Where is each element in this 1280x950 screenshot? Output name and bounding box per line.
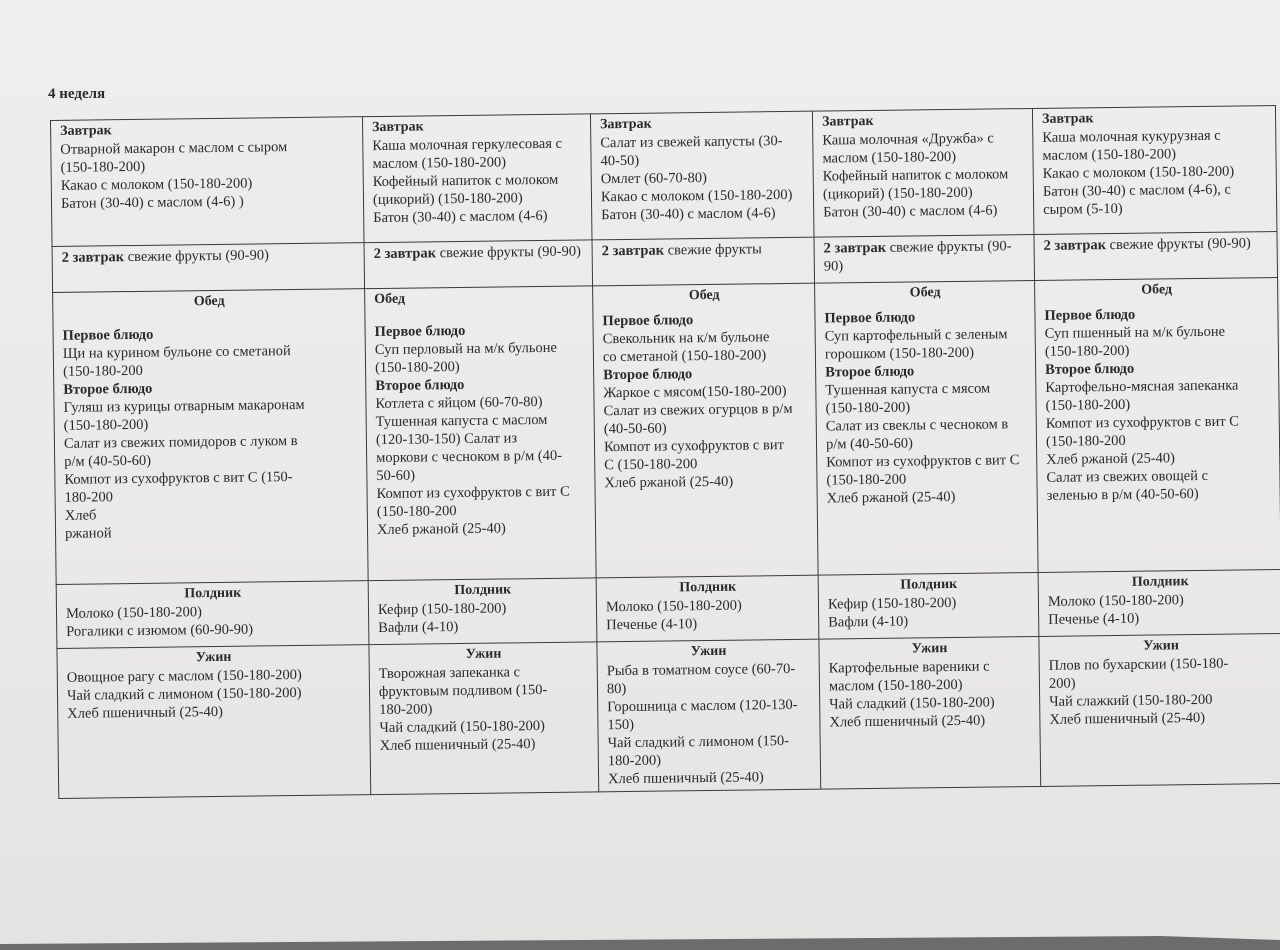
menu-line: Рыба в томатном соусе (60-70- <box>606 660 796 680</box>
menu-line: Молоко (150-180-200) <box>1047 592 1184 610</box>
first-course-label: Первое блюдо <box>1044 306 1136 324</box>
menu-line: зеленью в р/м (40-50-60) <box>1046 485 1199 504</box>
menu-line: Чай слажкий (150-180-200 <box>1049 691 1213 710</box>
breakfast-list <box>372 134 583 227</box>
menu-line: Суп пшенный на м/к бульоне <box>1044 323 1226 342</box>
dinner-heading: Ужин <box>1143 638 1179 654</box>
second-breakfast-item: свежие фрукты (90-90) <box>823 238 1012 275</box>
dinner-list <box>379 662 590 755</box>
breakfast-list <box>600 132 805 224</box>
menu-line: Компот из сухофруктов с вит <box>603 437 784 456</box>
menu-line: Компот из сухофруктов с вит С <box>1045 413 1240 432</box>
breakfast-list <box>822 129 1025 221</box>
menu-line: 80) <box>606 681 627 698</box>
menu-line: Творожная запеканка с <box>378 664 521 683</box>
menu-line: Картофельные вареники с <box>828 658 990 677</box>
menu-line: Омлет (60-70-80) <box>600 169 707 188</box>
menu-table <box>50 105 1280 799</box>
menu-line: (150-180-200) <box>825 399 911 417</box>
breakfast-cell <box>812 108 1034 237</box>
second-course-label: Второе блюдо <box>375 376 465 395</box>
menu-line: (150-180-200 <box>826 471 907 489</box>
lunch-heading: Обед <box>193 293 225 310</box>
menu-line: маслом (150-180-200) <box>828 676 963 695</box>
lunch-heading: Обед <box>688 287 720 304</box>
menu-line: Хлеб ржаной (25-40) <box>604 473 734 492</box>
menu-line: Батон (30-40) с маслом (4-6) <box>601 205 776 224</box>
second-breakfast-cell <box>1034 232 1278 281</box>
menu-line: (150-180-200) <box>60 158 146 176</box>
dinner-heading: Ужин <box>911 641 948 657</box>
menu-line: 50-60) <box>376 467 416 485</box>
breakfast-heading: Завтрак <box>600 116 652 133</box>
menu-line: Картофельно-мясная запеканка <box>1045 377 1239 396</box>
first-course-list <box>603 328 807 366</box>
menu-line: Компот из сухофруктов с вит С (150- <box>64 469 293 488</box>
menu-line: 200) <box>1048 675 1076 692</box>
menu-line: горошком (150-180-200) <box>824 344 975 363</box>
menu-line: Батон (30-40) с маслом (4-6), с <box>1042 181 1232 200</box>
second-course-label: Второе блюдо <box>1045 360 1135 378</box>
menu-line: Гуляш из курицы отварным макаронам <box>63 396 305 416</box>
menu-line: Чай сладкий с лимоном (150-180-200) <box>66 684 302 704</box>
second-course-list <box>63 395 359 543</box>
menu-line: Какао с молоком (150-180-200) <box>1042 163 1235 182</box>
breakfast-list <box>60 137 355 213</box>
menu-line: Суп перловый на м/к бульоне <box>374 339 558 359</box>
menu-line: Вафли (4-10) <box>378 619 459 637</box>
menu-line: Хлеб ржаной (25-40) <box>1046 450 1176 468</box>
menu-line: Котлета с яйцом (60-70-80) <box>375 394 543 413</box>
second-course-label: Второе блюдо <box>63 380 153 398</box>
breakfast-cell <box>51 117 365 247</box>
breakfast-cell <box>1032 106 1277 235</box>
second-breakfast-item: свежие фрукты (90-90) <box>127 247 270 266</box>
lunch-cell <box>53 289 369 585</box>
second-breakfast-item: свежие фрукты (90-90) <box>1109 235 1251 254</box>
menu-line: 180-200) <box>607 752 662 770</box>
page-title: 4 неделя <box>48 86 106 102</box>
menu-line: моркови с чесноком в р/м (40- <box>376 447 563 467</box>
menu-line: сыром (5-10) <box>1043 200 1123 218</box>
breakfast-cell <box>362 114 592 243</box>
second-course-list <box>375 392 587 539</box>
second-course-label: Второе блюдо <box>603 366 693 384</box>
second-breakfast-label: 2 завтрак <box>823 239 887 257</box>
breakfast-list <box>1042 126 1268 219</box>
first-course-label: Первое блюдо <box>62 326 154 344</box>
menu-line: 150) <box>607 716 635 734</box>
second-breakfast-item: свежие фрукты (90-90) <box>439 243 581 262</box>
second-breakfast-label: 2 завтрак <box>1043 237 1107 254</box>
snack-cell <box>56 581 369 649</box>
dinner-cell <box>819 636 1041 789</box>
menu-line: р/м (40-50-60) <box>64 452 152 470</box>
menu-line: 180-200) <box>379 701 433 719</box>
dinner-row <box>57 633 1280 798</box>
first-course-label: Первое блюдо <box>602 312 694 330</box>
menu-line: Суп картофельный с зеленым <box>824 326 1008 345</box>
menu-line: (40-50-60) <box>603 420 667 438</box>
menu-line: Печенье (4-10) <box>606 616 698 634</box>
menu-line: Салат из свежих огурцов в р/м <box>603 400 793 420</box>
second-course-label: Второе блюдо <box>825 363 915 381</box>
menu-line: С (150-180-200 <box>604 456 698 474</box>
menu-line: Хлеб пшеничный (25-40) <box>67 703 224 722</box>
menu-line: Хлеб пшеничный (25-40) <box>1049 709 1206 728</box>
menu-line: Хлеб ржаной (25-40) <box>376 520 506 539</box>
snack-list <box>1048 590 1273 629</box>
breakfast-heading: Завтрак <box>372 119 424 136</box>
menu-line: Кефир (150-180-200) <box>827 594 957 613</box>
breakfast-heading: Завтрак <box>821 113 874 130</box>
first-course-label: Первое блюдо <box>374 322 466 341</box>
first-course-list <box>825 325 1027 363</box>
first-course-list <box>63 341 357 381</box>
dinner-cell <box>57 645 371 799</box>
menu-line: Тушенная капуста с маслом <box>375 411 548 431</box>
menu-line: Отварной макарон с маслом с сыром <box>60 139 288 158</box>
dinner-list <box>607 660 813 788</box>
menu-line: Горошница с маслом (120-130- <box>607 696 798 716</box>
menu-line: Молоко (150-180-200) <box>605 597 742 616</box>
menu-line: (120-130-150) Салат из <box>375 430 518 449</box>
menu-line: Печенье (4-10) <box>1048 610 1140 628</box>
dinner-cell <box>1039 633 1280 786</box>
menu-line: ржаной <box>64 525 112 542</box>
menu-line: Чай сладкий с лимоном (150- <box>607 733 790 752</box>
dinner-heading: Ужин <box>195 649 232 666</box>
menu-line: Хлеб ржаной (25-40) <box>826 488 956 507</box>
menu-line: Хлеб пшеничный (25-40) <box>829 712 986 731</box>
menu-line: 180-200 <box>64 489 114 506</box>
snack-cell <box>818 572 1039 639</box>
lunch-row <box>53 278 1280 585</box>
second-course-list <box>1045 376 1272 505</box>
menu-line: Батон (30-40) с маслом (4-6) <box>373 207 548 227</box>
lunch-cell <box>593 283 819 578</box>
second-breakfast-item: свежие фрукты <box>667 241 762 259</box>
first-course-list <box>375 338 585 377</box>
menu-line: Салат из свеклы с чесноком в <box>825 416 1009 435</box>
lunch-cell <box>1035 278 1280 573</box>
menu-line: Свекольник на к/м бульоне <box>602 329 770 348</box>
menu-line: 40-50) <box>600 152 640 170</box>
first-course-label: Первое блюдо <box>824 309 916 327</box>
menu-line: (цикорий) (150-180-200) <box>822 184 973 203</box>
menu-line: Тушенная капуста с мясом <box>825 380 991 399</box>
menu-line: Салат из свежей капусты (30- <box>600 133 783 152</box>
dinner-heading: Ужин <box>465 646 502 662</box>
snack-cell <box>1038 569 1280 636</box>
lunch-heading: Обед <box>374 291 406 308</box>
menu-line: Овощное рагу с маслом (150-180-200) <box>66 666 302 686</box>
menu-line: (150-180-200) <box>1045 396 1131 414</box>
snack-heading: Полдник <box>679 579 737 596</box>
dinner-cell <box>597 639 821 792</box>
menu-line: Чай сладкий (150-180-200) <box>829 694 995 713</box>
breakfast-row <box>51 106 1277 247</box>
second-course-list <box>603 382 808 492</box>
dinner-cell <box>369 642 599 795</box>
second-breakfast-label: 2 завтрак <box>373 245 437 263</box>
menu-line: маслом (150-180-200) <box>822 148 957 167</box>
menu-line: Хлеб пшеничный (25-40) <box>607 769 764 788</box>
menu-line: Кофейный напиток с молоком <box>822 166 1009 185</box>
menu-line: Чай сладкий (150-180-200) <box>379 717 546 737</box>
menu-line: Какао с молоком (150-180-200) <box>600 186 793 206</box>
second-breakfast-cell <box>364 240 593 289</box>
menu-line: Салат из свежих помидоров с луком в <box>63 432 298 452</box>
lunch-cell <box>365 286 597 581</box>
menu-line: Каша молочная геркулесовая с <box>372 135 563 155</box>
menu-line: Компот из сухофруктов с вит С <box>376 483 570 503</box>
dinner-heading: Ужин <box>690 643 727 660</box>
menu-line: (цикорий) (150-180-200) <box>372 190 523 209</box>
second-course-list <box>825 379 1029 507</box>
menu-line: (150-180-200) <box>1044 342 1130 360</box>
lunch-cell <box>815 280 1039 575</box>
snack-list <box>606 596 810 634</box>
menu-line: Щи на курином бульоне со сметаной <box>62 343 291 362</box>
breakfast-heading: Завтрак <box>1041 111 1094 127</box>
menu-line: Жаркое с мясом(150-180-200) <box>603 383 787 402</box>
dinner-list <box>829 657 1032 731</box>
menu-line: (150-180-200) <box>63 416 149 434</box>
menu-line: (150-180-200 <box>376 503 457 521</box>
menu-line: Кефир (150-180-200) <box>377 600 507 619</box>
menu-line: Молоко (150-180-200) <box>65 604 202 622</box>
menu-line: Кофейный напиток с молоком <box>372 171 559 191</box>
snack-heading: Полдник <box>1131 574 1189 590</box>
second-breakfast-label: 2 завтрак <box>601 242 665 260</box>
snack-heading: Полдник <box>184 585 242 602</box>
menu-line: фруктовым подливом (150- <box>378 681 548 701</box>
lunch-heading: Обед <box>1141 282 1173 298</box>
menu-line: Какао с молоком (150-180-200) <box>60 175 253 194</box>
snack-list <box>66 601 360 641</box>
breakfast-heading: Завтрак <box>60 123 112 139</box>
menu-line: (150-180-200) <box>374 359 460 377</box>
menu-line: Компот из сухофруктов с вит С <box>826 452 1020 471</box>
menu-line: (150-180-200 <box>62 362 143 380</box>
menu-line: маслом (150-180-200) <box>372 154 507 173</box>
dinner-list <box>1049 654 1275 729</box>
menu-line: Рогалики с изюмом (60-90-90) <box>66 621 254 640</box>
menu-line: Батон (30-40) с маслом (4-6) <box>823 202 998 221</box>
snack-cell <box>368 578 597 645</box>
menu-line: Салат из свежих овощей с <box>1046 467 1209 486</box>
breakfast-cell <box>590 111 814 240</box>
second-breakfast-cell <box>814 234 1035 283</box>
menu-line: Батон (30-40) с маслом (4-6) ) <box>60 193 244 212</box>
dinner-list <box>67 665 362 723</box>
snack-list <box>828 593 1030 631</box>
menu-line: маслом (150-180-200) <box>1042 146 1177 164</box>
snack-heading: Полдник <box>900 576 958 593</box>
first-course-list <box>1045 322 1270 361</box>
second-breakfast-label: 2 завтрак <box>61 249 125 266</box>
menu-line: Плов по бухарскии (150-180- <box>1048 655 1229 674</box>
snack-heading: Полдник <box>454 582 512 599</box>
menu-line: (150-180-200 <box>1045 432 1126 450</box>
second-breakfast-cell <box>52 243 365 293</box>
menu-line: Каша молочная «Дружба» с <box>822 130 994 149</box>
lunch-heading: Обед <box>909 285 941 301</box>
menu-line: со сметаной (150-180-200) <box>602 347 767 366</box>
second-breakfast-cell <box>592 237 815 286</box>
snack-cell <box>596 575 819 642</box>
menu-line: Хлеб пшеничный (25-40) <box>379 736 536 755</box>
menu-line: Хлеб <box>64 507 97 524</box>
menu-line: Каша молочная кукурузная с <box>1042 127 1221 146</box>
menu-line: Вафли (4-10) <box>828 613 909 631</box>
snack-list <box>378 598 588 637</box>
menu-line: р/м (40-50-60) <box>825 435 914 453</box>
